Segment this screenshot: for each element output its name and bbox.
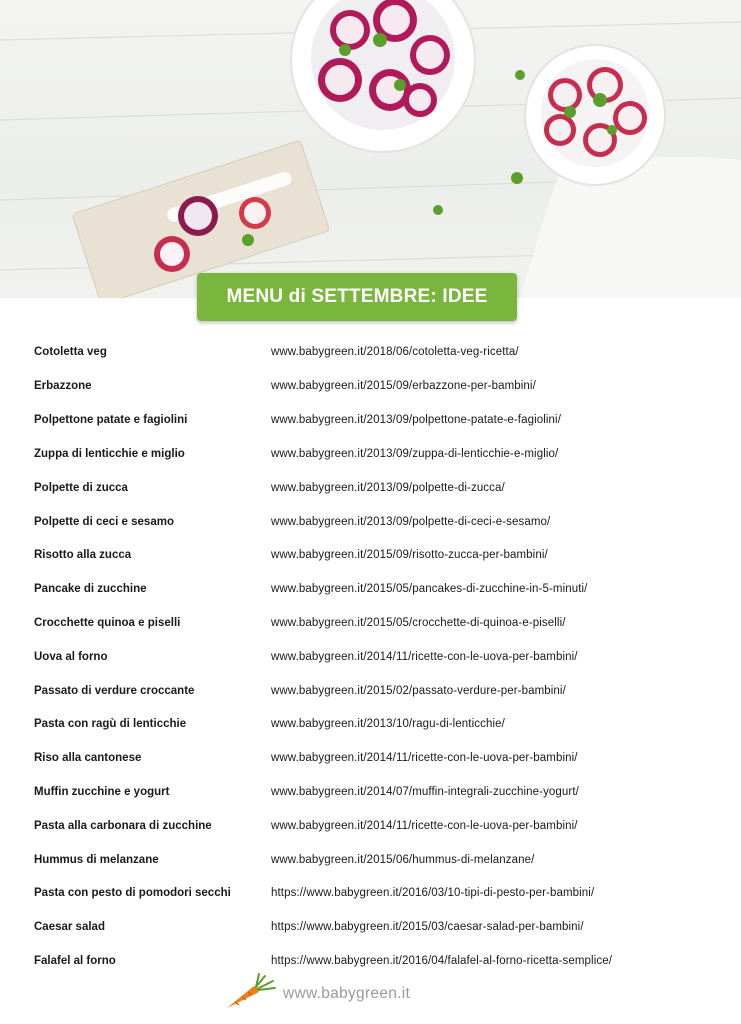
dish-name: Hummus di melanzane (34, 854, 159, 866)
dish-name: Uova al forno (34, 651, 108, 663)
list-item (0, 915, 741, 939)
recipe-link[interactable]: www.babygreen.it/2015/09/erbazzone-per-bambini/ (271, 380, 536, 392)
recipe-link[interactable]: www.babygreen.it/2014/07/muffin-integrali-zucchine-yogurt/ (271, 786, 579, 798)
recipe-link[interactable]: https://www.babygreen.it/2015/03/caesar-salad-per-bambini/ (271, 921, 584, 933)
recipe-link[interactable]: www.babygreen.it/2018/06/cotoletta-veg-ricetta/ (271, 346, 519, 358)
dish-name: Falafel al forno (34, 955, 116, 967)
list-item (0, 611, 741, 635)
dish-name: Pasta con pesto di pomodori secchi (34, 887, 231, 899)
dish-name: Cotoletta veg (34, 346, 107, 358)
recipe-link[interactable]: www.babygreen.it/2014/11/ricette-con-le-uova-per-bambini/ (271, 752, 578, 764)
dish-name: Riso alla cantonese (34, 752, 142, 764)
recipe-link[interactable]: www.babygreen.it/2015/05/crocchette-di-quinoa-e-piselli/ (271, 617, 566, 629)
list-item (0, 814, 741, 838)
list-item (0, 442, 741, 466)
dish-name: Pancake di zucchine (34, 583, 147, 595)
recipe-link[interactable]: www.babygreen.it/2013/09/polpette-di-ceci-e-sesamo/ (271, 516, 551, 528)
recipe-link[interactable]: https://www.babygreen.it/2016/04/falafel-al-forno-ricetta-semplice/ (271, 955, 613, 967)
list-item (0, 679, 741, 703)
dish-name: Crocchette quinoa e piselli (34, 617, 181, 629)
dish-name: Erbazzone (34, 380, 92, 392)
list-item (0, 881, 741, 905)
menu-title-banner (197, 273, 517, 321)
dish-name: Polpette di zucca (34, 482, 128, 494)
recipe-link[interactable]: www.babygreen.it/2015/05/pancakes-di-zucchine-in-5-minuti/ (271, 583, 588, 595)
list-item (0, 746, 741, 770)
list-item (0, 780, 741, 804)
dish-name: Caesar salad (34, 921, 105, 933)
list-item (0, 340, 741, 364)
dish-name: Pasta alla carbonara di zucchine (34, 820, 212, 832)
dish-name: Pasta con ragù di lenticchie (34, 718, 187, 730)
list-item (0, 543, 741, 567)
recipe-link[interactable]: www.babygreen.it/2015/09/risotto-zucca-per-bambini/ (271, 549, 548, 561)
dish-name: Passato di verdure croccante (34, 685, 195, 697)
dish-name: Polpette di ceci e sesamo (34, 516, 174, 528)
footer (225, 972, 485, 1016)
recipe-link[interactable]: www.babygreen.it/2015/06/hummus-di-melanzane/ (271, 854, 535, 866)
recipe-link[interactable]: www.babygreen.it/2013/09/polpettone-patate-e-fagiolini/ (271, 414, 561, 426)
footer-site-link[interactable]: www.babygreen.it (283, 985, 411, 1002)
recipe-link[interactable]: www.babygreen.it/2015/02/passato-verdure-per-bambini/ (271, 685, 566, 697)
dish-name: Polpettone patate e fagiolini (34, 414, 188, 426)
hero-photo (0, 0, 741, 298)
list-item (0, 510, 741, 534)
dish-name: Zuppa di lenticchie e miglio (34, 448, 185, 460)
recipe-link[interactable]: www.babygreen.it/2014/11/ricette-con-le-uova-per-bambini/ (271, 651, 578, 663)
list-item (0, 408, 741, 432)
carrot-logo-icon (225, 972, 277, 1017)
list-item (0, 848, 741, 872)
dish-name: Muffin zucchine e yogurt (34, 786, 170, 798)
recipe-link[interactable]: www.babygreen.it/2014/11/ricette-con-le-uova-per-bambini/ (271, 820, 578, 832)
list-item (0, 476, 741, 500)
recipe-link[interactable]: www.babygreen.it/2013/09/polpette-di-zucca/ (271, 482, 505, 494)
recipe-link[interactable]: https://www.babygreen.it/2016/03/10-tipi-di-pesto-per-bambini/ (271, 887, 595, 899)
list-item (0, 374, 741, 398)
recipe-link[interactable]: www.babygreen.it/2013/09/zuppa-di-lenticchie-e-miglio/ (271, 448, 559, 460)
page-title: MENU di SETTEMBRE: IDEE (226, 286, 488, 307)
list-item (0, 645, 741, 669)
list-item (0, 949, 741, 973)
list-item (0, 712, 741, 736)
recipe-link[interactable]: www.babygreen.it/2013/10/ragu-di-lenticchie/ (271, 718, 505, 730)
list-item (0, 577, 741, 601)
dish-name: Risotto alla zucca (34, 549, 132, 561)
